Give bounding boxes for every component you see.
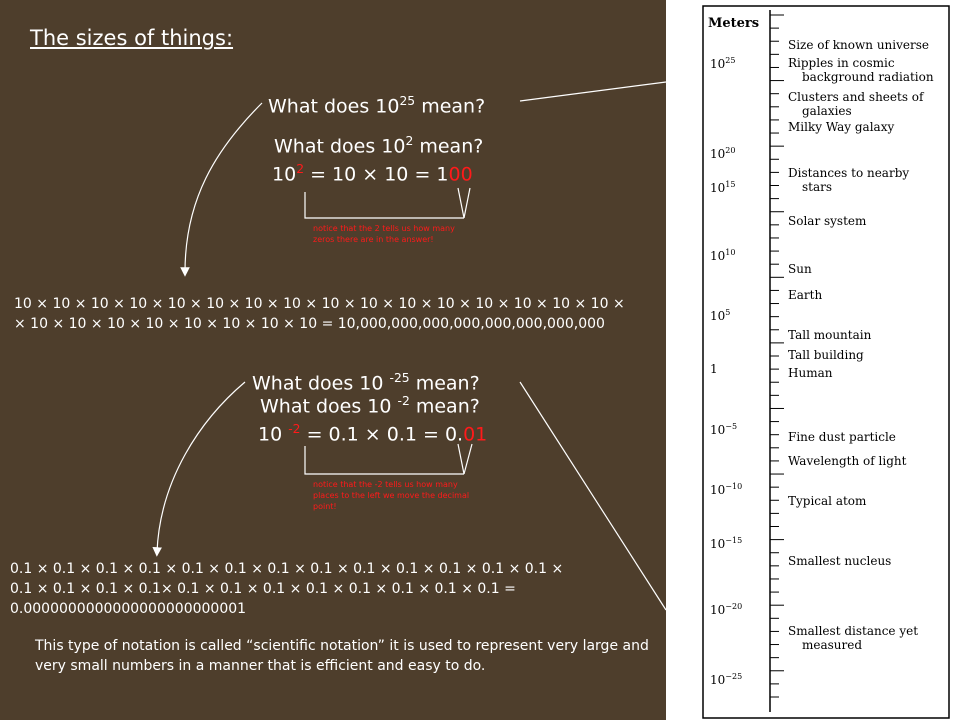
- tick-base: 10: [710, 603, 726, 617]
- long1-line2: × 10 × 10 × 10 × 10 × 10 × 10 × 10 × 10 = 10,000,000,000,000,000,000,000,000: [14, 316, 605, 332]
- tick-base: 10: [710, 483, 726, 497]
- tick-label: [710, 422, 737, 437]
- question-10-25: [268, 94, 485, 117]
- scale-item-line: Tall mountain: [788, 328, 872, 342]
- scale-item-line: stars: [802, 180, 833, 194]
- curved-arrow-large: [185, 103, 262, 272]
- tick-exp: 25: [725, 56, 736, 65]
- scale-item: [788, 262, 812, 276]
- note-zeros: notice that the 2 tells us how many zeros there are in the answer!: [313, 224, 455, 244]
- q1-text: What does 10: [268, 95, 400, 118]
- eq1-exp: 2: [296, 162, 305, 176]
- tick-base: 10: [710, 423, 726, 437]
- scale-item-line: Fine dust particle: [788, 430, 896, 444]
- tick-label: [710, 362, 718, 376]
- scale-item: [788, 494, 866, 508]
- scale-item: [788, 120, 894, 134]
- scale-item-line: Smallest distance yet: [788, 624, 919, 638]
- q4-end: mean?: [409, 395, 480, 418]
- question-10-2: [274, 134, 483, 157]
- note-pointer-1b: [464, 188, 470, 218]
- eq2-mid: = 0.1 × 0.1 = 0.: [300, 423, 464, 446]
- eq2-base: 10: [258, 423, 289, 446]
- tick-label: [710, 482, 742, 497]
- tick-base: 10: [710, 249, 726, 263]
- note-pointer-2b: [464, 444, 472, 474]
- scale-item-line: Typical atom: [788, 494, 867, 508]
- tick-exp: −20: [725, 602, 743, 611]
- q3-text: What does 10: [252, 372, 390, 395]
- scale-item-line: Tall building: [788, 348, 864, 362]
- scale-item: [788, 214, 866, 228]
- tick-base: 10: [710, 673, 726, 687]
- scale-item-line: Distances to nearby: [788, 166, 910, 180]
- q4-text: What does 10: [260, 395, 398, 418]
- tick-label: [710, 180, 735, 195]
- scale-item-line: measured: [802, 638, 863, 652]
- scale-item: [788, 328, 871, 342]
- scale-item: [788, 166, 909, 194]
- q2-text: What does 10: [274, 135, 406, 158]
- tick-label: [710, 146, 735, 161]
- tick-exp: −10: [725, 482, 743, 491]
- eq2-digits: 01: [463, 423, 488, 446]
- scientific-notation-paragraph: This type of notation is called “scientific notation” it is used to represent very large and very small numbers in a manner that is efficient and easy to do.: [35, 638, 649, 674]
- note-bracket-large: [305, 192, 464, 218]
- tick-exp: 10: [725, 248, 736, 257]
- tick-exp: −25: [725, 672, 743, 681]
- scale-item: [788, 430, 896, 444]
- question-10-neg2: [260, 394, 480, 417]
- long2-line3: 0.0000000000000000000000001: [10, 601, 247, 617]
- tick-label: [710, 602, 742, 617]
- scale-item-line: background radiation: [802, 70, 934, 84]
- equation-10-2: [272, 162, 473, 185]
- scale-item-line: Solar system: [788, 214, 867, 228]
- tick-exp: 20: [725, 146, 736, 155]
- long2-line1: 0.1 × 0.1 × 0.1 × 0.1 × 0.1 × 0.1 × 0.1 × 0.1 × 0.1 × 0.1 × 0.1 × 0.1 × 0.1 ×: [10, 561, 564, 577]
- eq2-exp: -2: [288, 422, 301, 436]
- size-scale-figure: [666, 0, 960, 720]
- scale-item-line: Earth: [788, 288, 823, 302]
- eq1-mid: = 10 × 10 = 1: [304, 163, 449, 186]
- scale-item-line: Milky Way galaxy: [788, 120, 895, 134]
- tick-base: 10: [710, 57, 726, 71]
- scale-item: [788, 288, 822, 302]
- tick-base: 10: [710, 147, 726, 161]
- q3-exp: -25: [389, 371, 410, 385]
- slide-title: The sizes of things:: [30, 26, 234, 50]
- q2-end: mean?: [413, 135, 484, 158]
- tick-label: [710, 248, 735, 263]
- tick-exp: −5: [725, 422, 738, 431]
- scale-item: [788, 90, 923, 118]
- eq1-base: 10: [272, 163, 297, 186]
- tick-exp: −15: [725, 536, 743, 545]
- tick-label: [710, 56, 735, 71]
- note-bracket-small: [305, 446, 464, 474]
- tick-label: [710, 672, 742, 687]
- scale-item: [788, 554, 891, 568]
- scale-item: [788, 348, 864, 362]
- scale-item-line: Wavelength of light: [788, 454, 907, 468]
- long-multiplication-large: [14, 294, 625, 334]
- scale-item-line: Human: [788, 366, 833, 380]
- tick-label: [710, 308, 730, 323]
- note-pointer-2a: [458, 444, 464, 474]
- curved-arrow-small: [157, 382, 245, 552]
- tick-base: 10: [710, 309, 726, 323]
- scale-item: [788, 38, 929, 52]
- scale-item-line: Size of known universe: [788, 38, 929, 52]
- scale-item-line: Ripples in cosmic: [788, 56, 895, 70]
- tick-exp: 15: [725, 180, 736, 189]
- tick-base: 10: [710, 181, 726, 195]
- pointer-line-large: [520, 82, 666, 101]
- eq1-zeros: 00: [448, 163, 473, 186]
- tick-base: 1: [710, 362, 718, 376]
- long2-line2: 0.1 × 0.1 × 0.1 × 0.1× 0.1 × 0.1 × 0.1 × 0.1 × 0.1 × 0.1 × 0.1 × 0.1 =: [10, 581, 516, 597]
- scale-item: [788, 366, 832, 380]
- scale-item: [788, 454, 906, 468]
- q1-exp: 25: [399, 94, 416, 108]
- tick-label: [710, 536, 742, 551]
- scale-item: [788, 56, 934, 84]
- scale-item-line: Sun: [788, 262, 812, 276]
- long-multiplication-small: [10, 559, 563, 619]
- note-pointer-1a: [458, 188, 464, 218]
- tick-exp: 5: [725, 308, 731, 317]
- q2-exp: 2: [405, 134, 414, 148]
- scale-item-line: Smallest nucleus: [788, 554, 892, 568]
- equation-10-neg2: [258, 422, 487, 445]
- note-decimal: notice that the -2 tells us how many places to the left we move the decimal point!: [313, 480, 470, 511]
- tick-base: 10: [710, 537, 726, 551]
- scale-item-line: galaxies: [802, 104, 852, 118]
- question-10-neg25: [252, 371, 480, 394]
- q1-end: mean?: [415, 95, 486, 118]
- scale-item: [788, 624, 918, 652]
- scale-item-line: Clusters and sheets of: [788, 90, 924, 104]
- long1-line1: 10 × 10 × 10 × 10 × 10 × 10 × 10 × 10 × 10 × 10 × 10 × 10 × 10 × 10 × 10 × 10 ×: [14, 296, 625, 312]
- q4-exp: -2: [397, 394, 410, 408]
- q3-end: mean?: [409, 372, 480, 395]
- scale-title: Meters: [708, 16, 760, 31]
